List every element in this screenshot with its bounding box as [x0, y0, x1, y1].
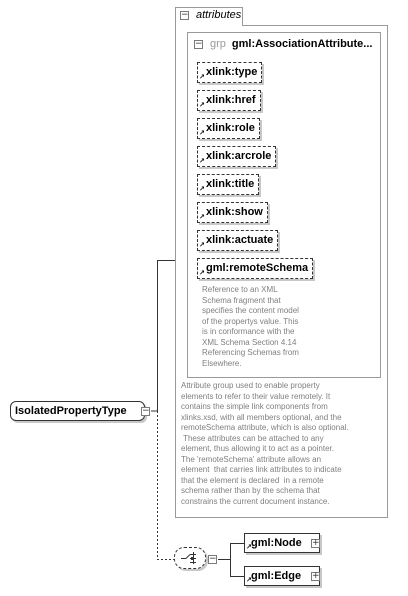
- attribute-xlink-arcrole[interactable]: [197, 146, 276, 167]
- attribute-xlink-role[interactable]: [197, 118, 260, 139]
- choice-compositor[interactable]: [174, 547, 206, 569]
- group-name: gml:AssociationAttribute...: [231, 38, 373, 50]
- reference-arrow-icon: ↗: [199, 242, 205, 249]
- reference-arrow-icon: ↗: [199, 74, 205, 81]
- reference-arrow-icon: ↗: [246, 544, 252, 551]
- reference-arrow-icon: ↗: [199, 130, 205, 137]
- attribute-name: xlink:actuate: [206, 234, 274, 246]
- reference-arrow-icon: ↗: [246, 577, 252, 584]
- attribute-name: xlink:role: [206, 122, 255, 134]
- reference-arrow-icon: ↗: [199, 186, 205, 193]
- collapse-icon[interactable]: −: [195, 39, 203, 49]
- choice-compositor-icon: [181, 551, 201, 565]
- attribute-name: xlink:arcrole: [206, 150, 272, 162]
- attribute-name: xlink:show: [206, 206, 263, 218]
- remote-schema-documentation: Reference to an XML Schema fragment that specifies the content model of the propertys value. This is in conformance with the XML Schema Section 4.14 Referencing Schemas from Elsewhere.: [202, 285, 299, 368]
- attribute-group-title: [210, 38, 372, 50]
- child-element-name: gml:Node: [251, 537, 302, 549]
- child-element-name: gml:Edge: [251, 570, 302, 582]
- attribute-gml-remoteschema[interactable]: [197, 258, 313, 279]
- reference-arrow-icon: ↗: [199, 270, 205, 277]
- reference-arrow-icon: ↗: [199, 214, 205, 221]
- child-element-gml-edge[interactable]: [244, 566, 320, 586]
- attribute-xlink-show[interactable]: [197, 202, 268, 223]
- collapse-icon[interactable]: −: [142, 406, 150, 416]
- collapse-icon[interactable]: −: [181, 10, 189, 20]
- expand-icon[interactable]: +: [312, 538, 320, 548]
- attribute-xlink-href[interactable]: [197, 90, 261, 111]
- attribute-name: gml:remoteSchema: [206, 262, 309, 274]
- attribute-group-documentation: Attribute group used to enable property elements to refer to their value remotely. It contains the simple link components from xlinks.xsd, with all members optional, and the remoteSchema attribute, which is also optional. These attributes can be attached to any element, thus allowing it to act as a pointer. The 'remoteSchema' attribute allows an element that carries link attributes to indicate that the element is declared in a remote schema rather than by the schema that constrains the current document instance.: [181, 381, 349, 506]
- attribute-name: xlink:href: [206, 94, 256, 106]
- attribute-name: xlink:type: [206, 66, 258, 78]
- reference-arrow-icon: ↗: [199, 158, 205, 165]
- reference-arrow-icon: ↗: [199, 102, 205, 109]
- attribute-name: xlink:title: [206, 178, 255, 190]
- attribute-xlink-type[interactable]: [197, 62, 262, 83]
- attribute-xlink-title[interactable]: [197, 174, 259, 195]
- collapse-icon[interactable]: −: [209, 554, 217, 564]
- attributes-label: attributes: [196, 9, 242, 21]
- child-element-gml-node[interactable]: [244, 533, 320, 553]
- expand-icon[interactable]: +: [312, 571, 320, 581]
- group-tag: grp: [210, 38, 226, 50]
- root-element-isolatedpropertytype[interactable]: [10, 401, 145, 421]
- root-element-name: IsolatedPropertyType: [15, 405, 127, 417]
- attribute-xlink-actuate[interactable]: [197, 230, 278, 251]
